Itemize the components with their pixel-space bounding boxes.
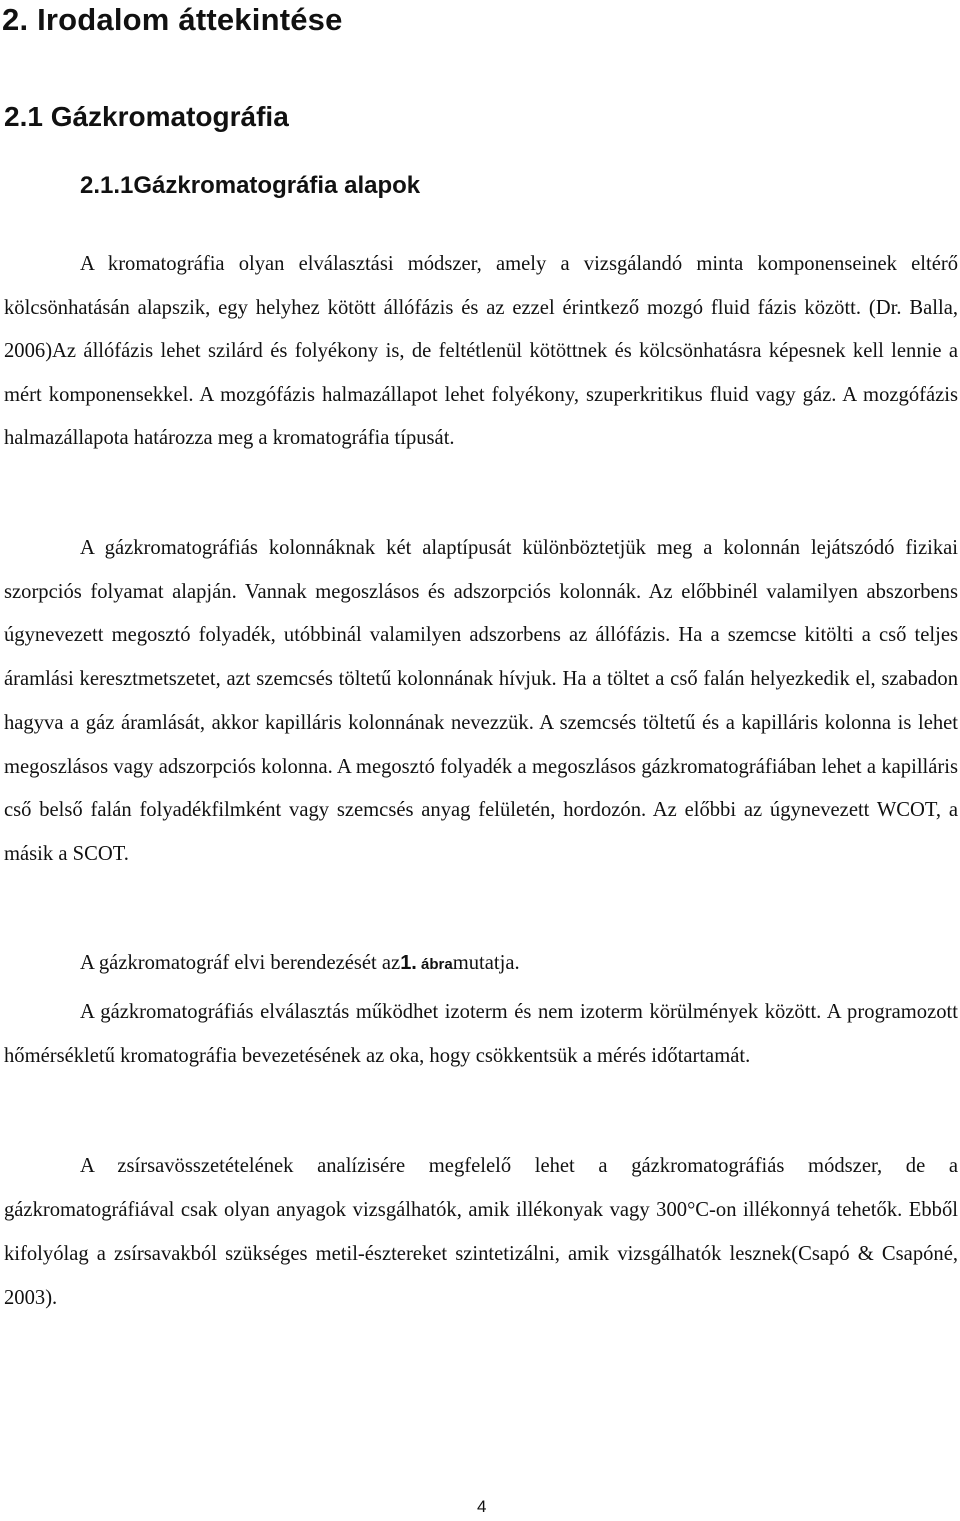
- section-heading: 2.1 Gázkromatográfia: [4, 101, 289, 132]
- page-number: 4: [477, 1497, 487, 1516]
- figure-number: 1.: [400, 952, 417, 974]
- paragraph-fatty-acids: A zsírsavösszetételének analízisére megfelelő lehet a gázkromatográfiás módszer, de a gázkromatográfiával csak olyan anyagok vizsgálhatók, amik illékonyak vagy 300°C-on illékonnyá tehetők. Ebből kifolyólag a zsírsavakból szükséges metil-észtereket szintetizálni, amik vizsgálhatók lesznek(Csapó & Csapóné, 2003).: [4, 1155, 958, 1309]
- figure-reference-link[interactable]: [400, 951, 453, 974]
- chapter-heading: 2. Irodalom áttekintése: [2, 2, 343, 37]
- paragraph-figure-reference: [4, 941, 958, 987]
- figure-reference-lead: A gázkromatográf elvi berendezését az: [80, 952, 401, 974]
- subsection-heading: 2.1.1Gázkromatográfia alapok: [80, 172, 421, 199]
- figure-word: ábra: [416, 956, 453, 973]
- paragraph-chromatography-intro: A kromatográfia olyan elválasztási módszer, amely a vizsgálandó minta komponenseinek eltérő kölcsönhatásán alapszik, egy helyhez kötött állófázis és az ezzel érintkező mozgó fluid fázis között. (Dr. Balla, 2006)Az állófázis lehet szilárd és folyékony is, de feltétlenül kötöttnek és kölcsönhatásra képesnek kell lennie a mért komponensekkel. A mozgófázis halmazállapot lehet folyékony, szuperkritikus fluid vagy gáz. A mozgófázis halmazállapota határozza meg a kromatográfia típusát.: [4, 253, 958, 450]
- figure-reference-tail: mutatja.: [452, 952, 520, 974]
- paragraph-isothermal: A gázkromatográfiás elválasztás működhet izoterm és nem izoterm körülmények között. A programozott hőmérsékletű kromatográfia bevezetésének az oka, hogy csökkentsük a mérés időtartamát.: [4, 1001, 958, 1067]
- paragraph-column-types: A gázkromatográfiás kolonnáknak két alaptípusát különböztetjük meg a kolonnán lejátszódó fizikai szorpciós folyamat alapján. Vannak megoszlásos és adszorpciós kolonnák. Az előbbinél valamilyen abszorbens úgynevezett megosztó folyadék, utóbbinál valamilyen adszorbens az állófázis. Ha a szemcse kitölti a cső teljes áramlási keresztmetszetet, azt szemcsés töltetű kolonnának hívjuk. Ha a töltet a cső falán helyezkedik el, szabadon hagyva a gáz áramlását, akkor kapilláris kolonnának nevezzük. A szemcsés töltetű és a kapilláris kolonna is lehet megoszlásos vagy adszorpciós kolonna. A megosztó folyadék a megoszlásos gázkromatográfiában lehet a kapilláris cső belső falán folyadékfilmként vagy szemcsés anyag felületén, hordozón. Az előbbi az úgynevezett WCOT, a másik a SCOT.: [4, 537, 958, 865]
